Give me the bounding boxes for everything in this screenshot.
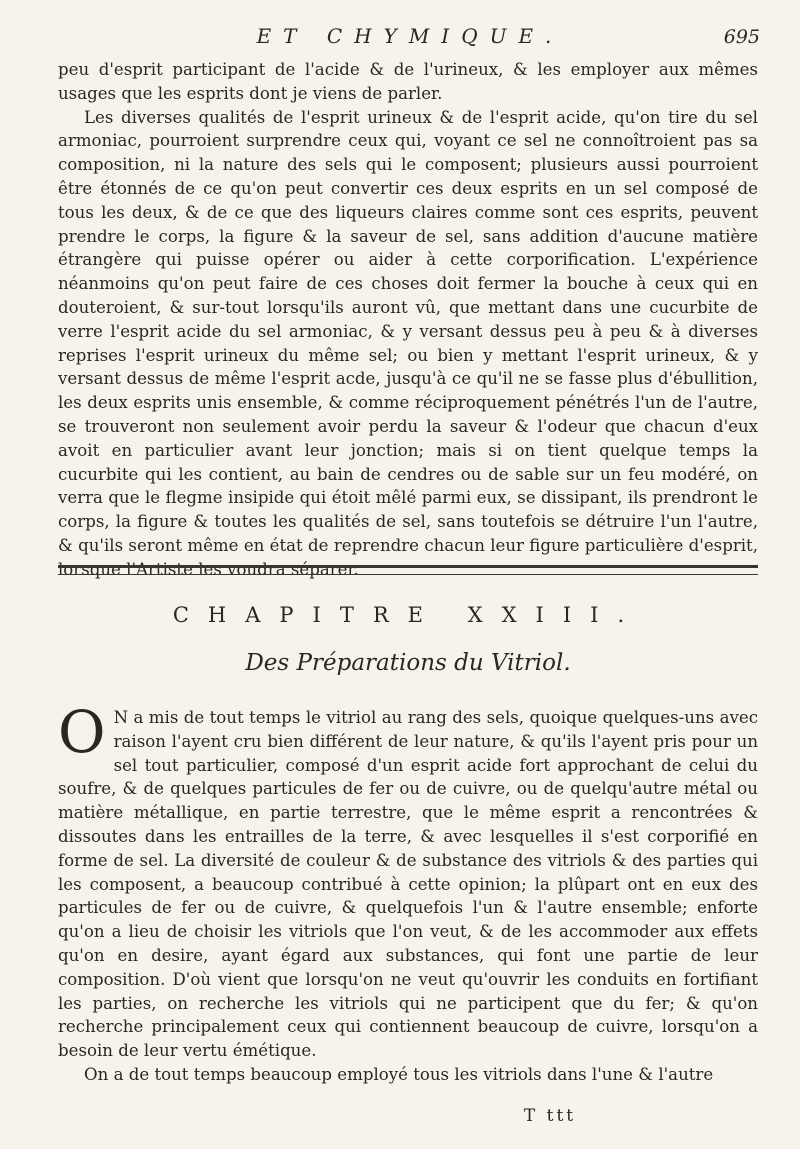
chapter-text-block (58, 698, 758, 1087)
paragraph: peu d'esprit participant de l'acide & de l'urineux, & les employer aux mêmes usages que les esprits dont je viens de parler. (58, 60, 758, 103)
drop-cap: O (58, 698, 106, 766)
paragraph-text: N a mis de tout temps le vitriol au rang des sels, quoique quelques-uns avec raison l'ayent cru bien différent de leur nature, & qu'ils l'ayent pris pour un sel tout particulier, composé d'un esprit acide fort approchant de celui du soufre, & de quelques particules de fer ou de cuivre, ou de quelqu'autre métal ou matière métallique, en partie terrestre, que le même esprit a rencontrées & dissoutes dans les entrailles de la terre, & avec lesquelles il s'est corporifié en forme de sel. La diversité de couleur & de substance des vitriols & des parties qui les composent, a beaucoup contribué à cette opinion; la plûpart ont en eux des particules de fer ou de cuivre, & quelquefois l'un & l'autre ensemble; enforte qu'on a lieu de choisir les vitriols que l'on veut, & de les accommoder aux effets qu'on en desire, ayant égard aux substances, qui font une partie de leur composition. D'où vient que lorsqu'on ne veut qu'ouvrir les conduits en fortifiant les parties, on recherche les vitriols qui ne participent que du fer; & qu'on recherche principalement ceux qui contiennent beaucoup de cuivre, lorsqu'on a besoin de leur vertu émétique. (58, 708, 758, 1061)
page-number: 695 (723, 26, 760, 48)
paragraph-with-dropcap (58, 698, 758, 1063)
signature-mark: T ttt (523, 1106, 577, 1126)
paragraph: Les diverses qualités de l'esprit urineux & de l'esprit acide, qu'on tire du sel armoniac, pourroient surprendre ceux qui, voyant ce sel ne connoîtroient pas sa composition, ni la nature des sels qui le composent; plusieurs aussi pourroient être étonnés de ce qu'on peut convertir ces deux esprits en un sel composé de tous les deux, & de ce que des liqueurs claires comme sont ces esprits, peuvent prendre le corps, la figure & la saveur de sel, sans addition d'aucune matière étrangère qui puisse opérer ou aider à cette corporification. L'expérience néanmoins qu'on peut faire de ces choses doit fermer la bouche à ceux qui en douteroient, & sur-tout lorsqu'ils auront vû, que mettant dans une cucurbite de verre l'esprit acide du sel armoniac, & y versant dessus peu à peu & à diverses reprises l'esprit urineux du même sel; ou bien y mettant l'esprit urineux, & y versant dessus de même l'esprit acde, jusqu'à ce qu'il ne se fasse plus d'ébullition, les deux esprits unis ensemble, & comme réciproquement pénétrés l'un de l'autre, se trouveront non seulement avoir perdu la saveur & l'odeur que chacun d'eux avoit en particulier avant leur jonction; mais si on tient quelque temps la cucurbite qui les contient, au bain de cendres ou de sable sur un feu modéré, on verra que le flegme insipide qui étoit mêlé parmi eux, se dissipant, ils prendront le corps, la figure & toutes les qualités de sel, sans toutefois se détruire l'un l'autre, & qu'ils seront même en état de reprendre chacun leur figure particulière d'esprit, lorsque l'Artiste les voudra séparer. (58, 107, 758, 579)
paragraph: On a de tout temps beaucoup employé tous les vitriols dans l'une & l'autre (84, 1064, 714, 1084)
running-title: ET CHYMIQUE. (256, 24, 564, 48)
running-head (60, 18, 760, 48)
top-text-block (58, 58, 758, 582)
chapter-heading: CHAPITRE XXIII. (172, 603, 644, 627)
ornamental-rule (58, 565, 758, 575)
chapter-subtitle: Des Préparations du Vitriol. (245, 650, 571, 676)
